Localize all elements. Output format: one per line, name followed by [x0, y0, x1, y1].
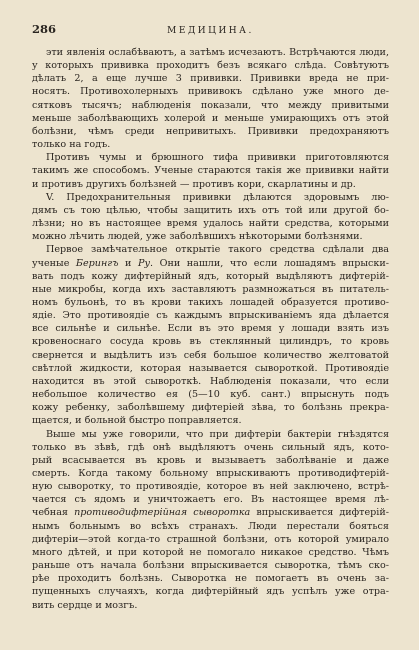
text-line: ученые Берингъ и Ру. Они нашли, что если лошадямъ впрыски- — [32, 257, 389, 269]
text-line: только въ зѣвѣ, гдѣ онѣ выдѣляютъ очень сильный ядъ, кото- — [32, 441, 389, 453]
text-line: рѣе проходитъ болѣзнь. Сыворотка не помогаетъ въ очень за- — [32, 573, 389, 585]
page-header — [32, 22, 389, 42]
text-line: все сильнѣе и сильнѣе. Если въ это время у лошади взять изъ — [32, 323, 389, 335]
text-line: много дѣтей, и при которой не помогало никакое средство. Чѣмъ — [32, 546, 389, 558]
text-line: кожу ребенку, заболѣвшему дифтеріей зѣва, то болѣзнь прекра- — [32, 402, 389, 414]
text-line: V. Предохранительныя прививки дѣлаются здоровымъ лю- — [46, 191, 389, 203]
paragraph — [32, 151, 389, 190]
text-line: вать подъ кожу дифтерійный ядъ, который выдѣляютъ дифтерій- — [32, 270, 389, 282]
text-line: дифтеріи—этой когда-то страшной болѣзни, отъ которой умирало — [32, 533, 389, 545]
text-line: ную сыворотку, то противоядіе, которое въ ней заключено, встрѣ- — [32, 481, 389, 493]
text-line: пущенныхъ случаяхъ, когда дифтерійный ядъ успѣлъ уже отра- — [32, 586, 389, 598]
text-line: Выше мы уже говорили, что при дифтеріи бактеріи гнѣздятся — [46, 428, 389, 440]
text-line: болѣзни, чѣмъ среди непривитыхъ. Прививки предохраняютъ — [32, 125, 389, 137]
page-number: 286 — [32, 22, 57, 36]
text-line: эти явленія ослабѣваютъ, а затѣмъ исчезаютъ. Встрѣчаются люди, — [46, 47, 389, 58]
text-line: кровеноснаго сосуда кровь въ стеклянный цилиндръ, то кровь — [32, 336, 389, 348]
text-line: номъ бульонѣ, то въ крови такихъ лошадей образуется противо- — [32, 296, 389, 308]
text-line: щается, и больной быстро поправляется. — [32, 415, 242, 427]
paragraph — [32, 191, 389, 244]
text-line: раньше отъ начала болѣзни впрыскивается сыворотка, тѣмъ ско- — [32, 560, 389, 572]
text-line: дѣлать 2, а еще лучше 3 прививки. Прививки вреда не при- — [32, 73, 389, 85]
text-line: небольшое количество ея (5—10 куб. сант.) впрыснуть подъ — [32, 389, 389, 401]
body-text — [32, 46, 389, 612]
text-line: можно лѣчить людей, уже заболѣвшихъ нѣкоторыми болѣзнями. — [32, 231, 363, 243]
paragraph — [32, 46, 389, 151]
text-line: сятковъ тысячъ; наблюденія показали, что между привитыми — [32, 99, 389, 111]
text-line: свѣтлой жидкости, которая называется сывороткой. Противоядіе — [32, 362, 389, 374]
text-line: у которыхъ прививка проходитъ безъ всякаго слѣда. Совѣтуютъ — [32, 60, 389, 72]
text-line: чебная противодифтерійная сыворотка впрыскивается дифтерій- — [32, 507, 389, 519]
text-line: носятъ. Противохолерныхъ прививокъ сдѣлано уже много де- — [32, 86, 389, 98]
text-line: такимъ же способомъ. Ученые стараются такія же прививки найти — [32, 165, 389, 177]
text-line: только на годъ. — [32, 139, 111, 151]
text-line: меньше заболѣвающихъ холерой и меньше умирающихъ отъ этой — [32, 112, 389, 124]
paragraph — [32, 243, 389, 427]
text-line: чается съ ядомъ и уничтожаетъ его. Въ настоящее время лѣ- — [32, 494, 389, 506]
running-head: МЕДИЦИНА. — [167, 26, 254, 36]
text-line: лѣзни; но въ настоящее время удалось найти средства, которыми — [32, 218, 389, 230]
text-line: ядіе. Это противоядіе съ каждымъ впрыскиваніемъ яда дѣлается — [32, 310, 389, 322]
text-line: и противъ другихъ болѣзней — противъ кори, скарлатины и др. — [32, 178, 356, 190]
text-line: вить сердце и мозгъ. — [32, 599, 138, 611]
text-line: рый всасывается въ кровь и вызываетъ заболѣваніе и даже — [32, 454, 389, 466]
text-line: дямъ съ тою цѣлью, чтобы защитить ихъ отъ той или другой бо- — [32, 204, 389, 216]
text-line: находится въ этой сывороткѣ. Наблюденія показали, что если — [32, 375, 389, 387]
text-line: Противъ чумы и брюшного тифа прививки приготовляются — [46, 152, 389, 164]
text-line: Первое замѣчательное открытіе такого средства сдѣлали два — [46, 244, 389, 256]
paragraph — [32, 428, 389, 612]
text-line: нымъ больнымъ во всѣхъ странахъ. Люди перестали бояться — [32, 520, 389, 532]
text-line: свернется и выдѣлитъ изъ себя большое количество желтоватой — [32, 349, 389, 361]
text-line: смерть. Когда такому больному впрыскиваютъ противодифтерій- — [32, 468, 389, 479]
text-line: ные микробы, когда ихъ заставляютъ размножаться въ питатель- — [32, 283, 389, 295]
